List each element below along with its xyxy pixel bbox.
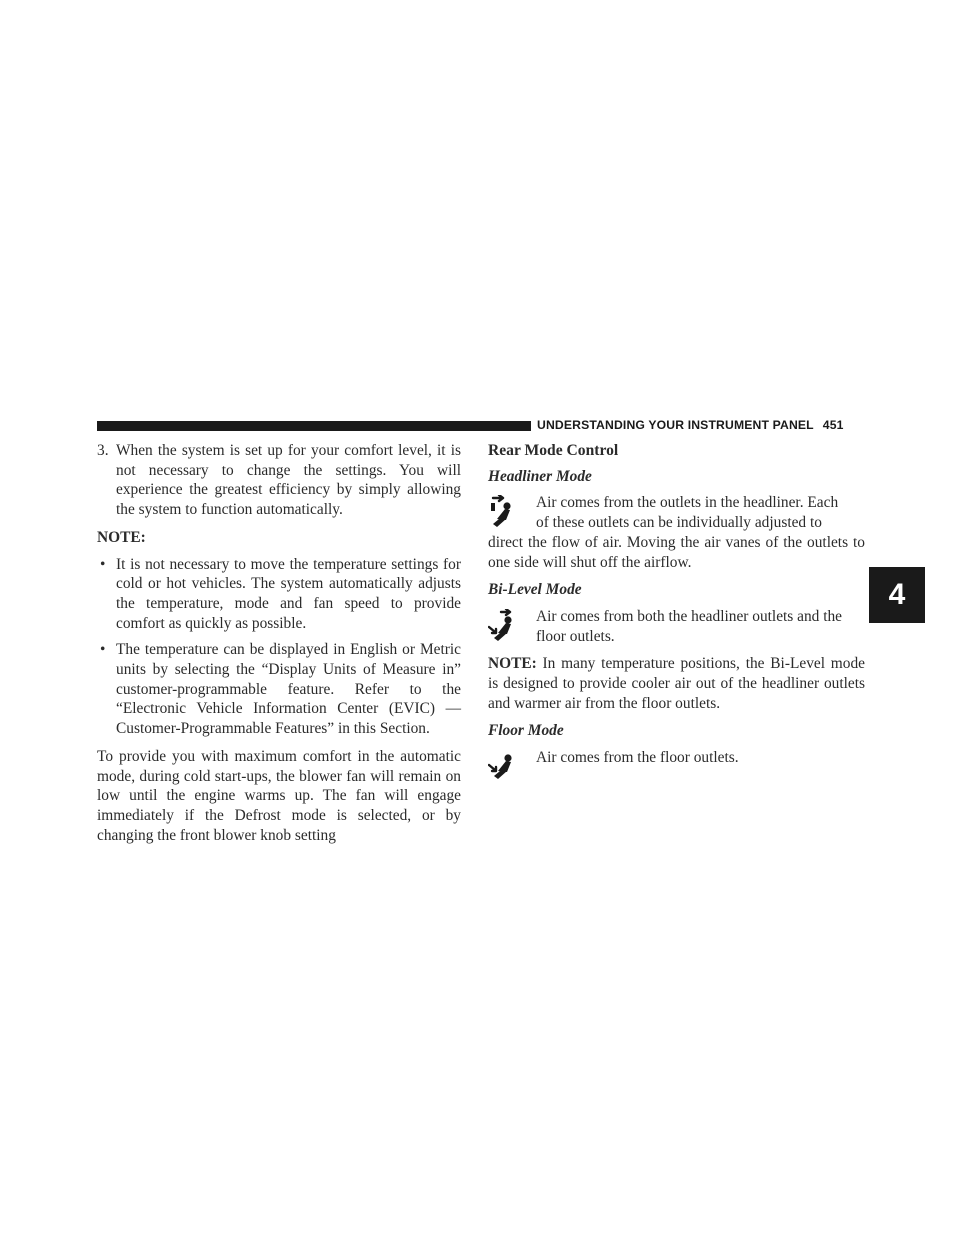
text-rest: direct the flow of air. Moving the air vanes of the outlets to one side will shut off the airflow. (488, 533, 865, 571)
header-rule (97, 421, 531, 431)
bullet-item (97, 640, 461, 739)
text-line: Air comes from the floor outlets. (536, 749, 739, 767)
left-column (97, 441, 461, 845)
floor-mode-title: Floor Mode (488, 722, 564, 740)
floor-mode-description (488, 748, 865, 768)
item-text: When the system is set up for your comfort level, it is not necessary to change the settings. You will experience the greatest efficiency by simply allowing the system to function automatically. (116, 442, 461, 519)
header-title: UNDERSTANDING YOUR INSTRUMENT PANEL (537, 418, 814, 432)
note-label: NOTE: (97, 528, 146, 546)
text-line: Air comes from the outlets in the headliner. Each (536, 494, 839, 512)
item-number: 3. (97, 442, 109, 459)
bullet-item (97, 555, 461, 634)
running-header (537, 418, 844, 432)
section-title: Rear Mode Control (488, 442, 619, 459)
bullet-text: It is not necessary to move the temperature settings for cold or hot vehicles. The system automatically adjusts the temperature, mode and fan speed to provide comfort as quickly as possible. (116, 555, 461, 632)
headliner-mode-icon (488, 495, 518, 529)
note-text: In many temperature positions, the Bi-Level mode is designed to provide cooler air out of the headliner outlets and warmer air from the floor outlets. (488, 655, 865, 712)
floor-mode-icon (488, 750, 518, 784)
bi-level-mode-title: Bi-Level Mode (488, 581, 582, 599)
note-label: NOTE: (488, 655, 537, 673)
text-lead (488, 493, 865, 532)
text-line: floor outlets. (536, 627, 615, 645)
text-lead (488, 607, 865, 646)
text-lead (488, 748, 865, 768)
headliner-mode-title: Headliner Mode (488, 467, 592, 485)
note-paragraph (488, 654, 865, 713)
bullet-text: The temperature can be displayed in English or Metric units by selecting the “Display Units of Measure in” customer-programmable feature. Refer to the “Electronic Vehicle Information Center (EVIC) — Customer-Programmable Features” in this Section. (116, 641, 461, 738)
bullet-dot: • (100, 555, 106, 573)
page-number: 451 (822, 418, 844, 432)
chapter-tab: 4 (869, 567, 925, 623)
text-line: Air comes from both the headliner outlets and the (536, 607, 843, 625)
bullet-dot: • (100, 641, 106, 659)
right-column (488, 441, 865, 776)
body-paragraph: To provide you with maximum comfort in the automatic mode, during cold start-ups, the blower fan will remain on low until the engine warms up. The fan will engage immediately if the Defrost mode is selected, or by changing the front blower knob setting (97, 747, 461, 844)
bi-level-mode-icon (488, 609, 518, 643)
numbered-item-3 (97, 441, 461, 520)
headliner-mode-description (488, 493, 865, 572)
text-line: of these outlets can be individually adjusted to (536, 514, 822, 532)
bi-level-mode-description (488, 607, 865, 646)
